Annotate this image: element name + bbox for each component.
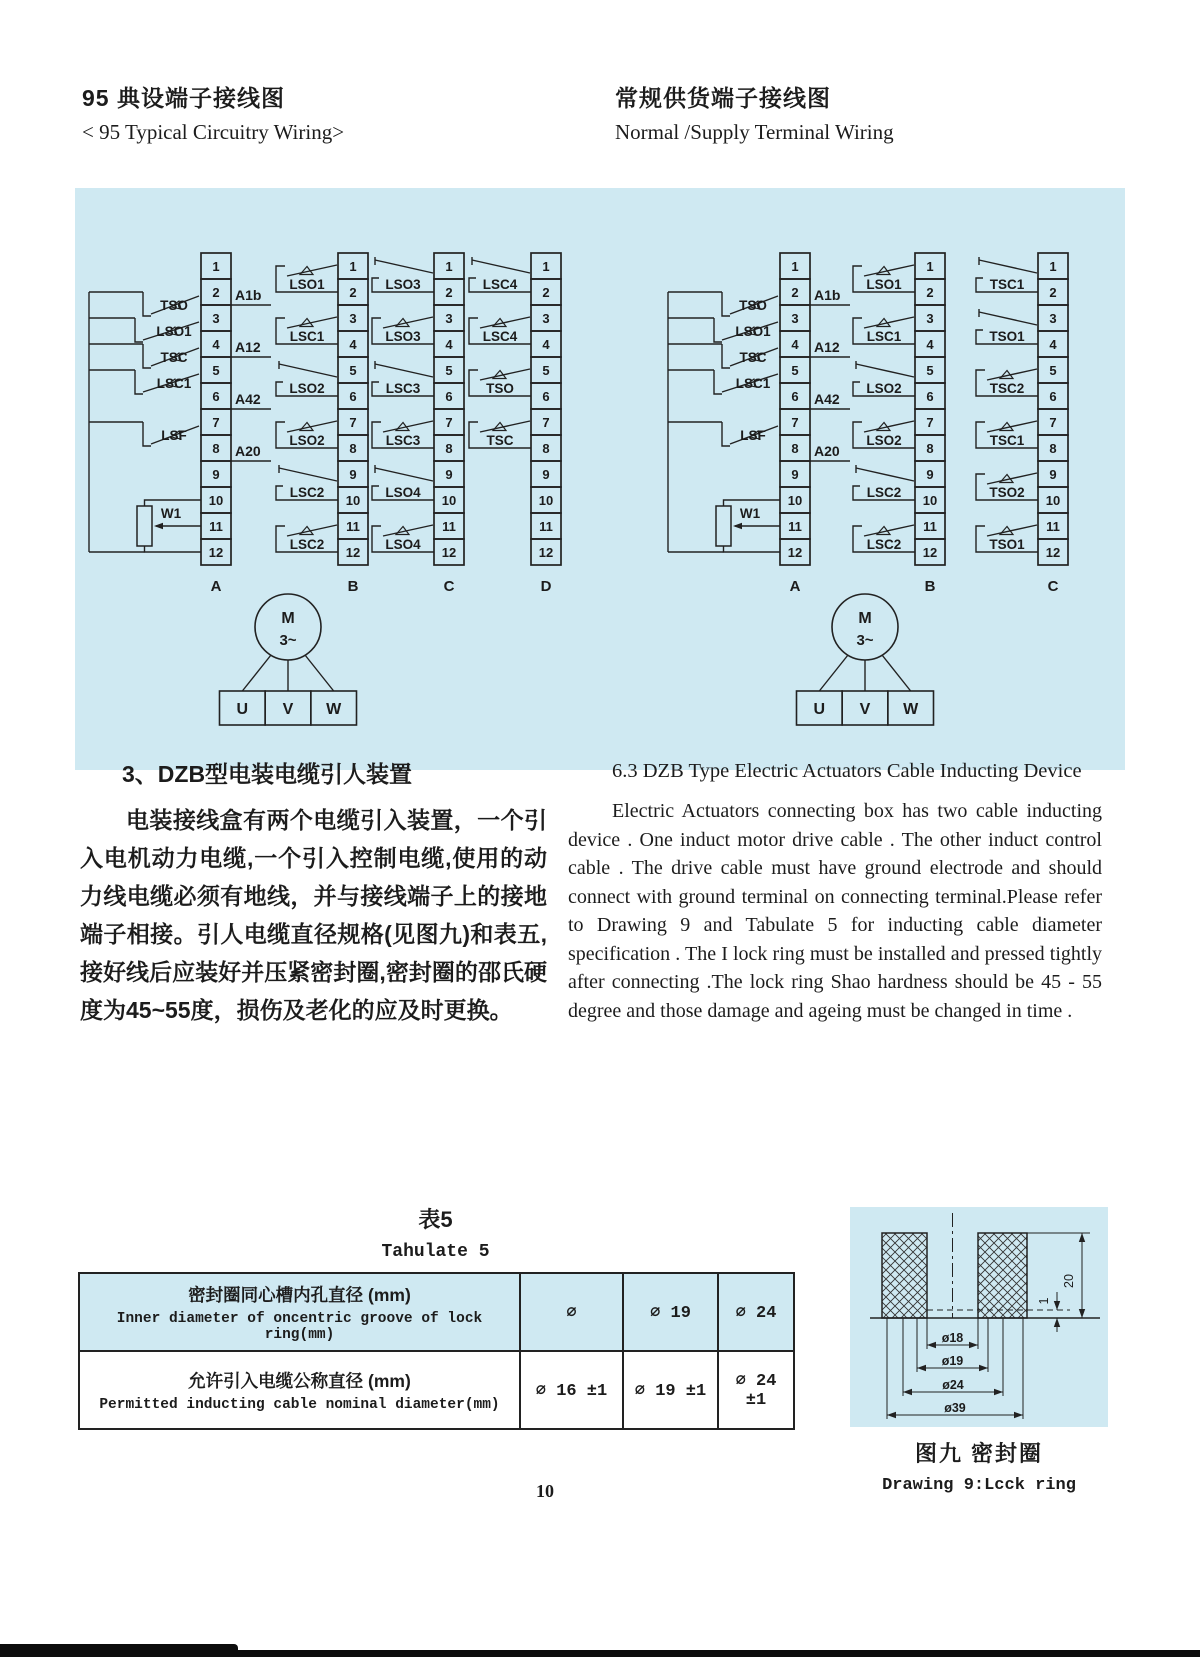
svg-text:7: 7 [212, 415, 220, 430]
svg-text:W1: W1 [160, 506, 182, 521]
table-cell-label [79, 1351, 520, 1429]
svg-text:LSC2: LSC2 [289, 485, 325, 500]
table-cell: ∅ 24 [718, 1273, 794, 1351]
header-right-zh: 常规供货端子接线图 [615, 85, 831, 111]
svg-text:LSO2: LSO2 [289, 381, 325, 396]
svg-text:4: 4 [791, 337, 799, 352]
svg-text:11: 11 [539, 519, 553, 534]
header-left-zh: 95 典设端子接线图 [82, 85, 285, 111]
header-left-en: < 95 Typical Circuitry Wiring> [82, 120, 345, 144]
svg-text:8: 8 [349, 441, 357, 456]
svg-text:10: 10 [345, 493, 361, 508]
svg-text:LSO1: LSO1 [289, 277, 325, 292]
table-row [79, 1351, 794, 1429]
svg-text:5: 5 [542, 363, 550, 378]
svg-text:W1: W1 [739, 506, 761, 521]
svg-text:LSC4: LSC4 [482, 329, 518, 344]
svg-text:LSC2: LSC2 [289, 537, 325, 552]
svg-text:20: 20 [1062, 1274, 1076, 1288]
svg-text:TSO: TSO [739, 298, 767, 313]
scan-artifact [0, 1650, 1200, 1657]
svg-text:TSO1: TSO1 [989, 329, 1025, 344]
svg-text:LSO2: LSO2 [866, 433, 902, 448]
table-cell: ∅ 16 ±1 [520, 1351, 623, 1429]
svg-text:2: 2 [791, 285, 799, 300]
svg-text:TSO: TSO [160, 298, 188, 313]
section-en [568, 760, 1102, 1025]
svg-text:2: 2 [1049, 285, 1057, 300]
table-cell: ∅ 19 [623, 1273, 718, 1351]
svg-text:3~: 3~ [856, 632, 874, 649]
svg-text:TSC1: TSC1 [989, 433, 1025, 448]
table-cell-label [79, 1273, 520, 1351]
svg-text:5: 5 [349, 363, 357, 378]
svg-text:4: 4 [349, 337, 357, 352]
svg-text:11: 11 [346, 519, 360, 534]
wiring-diagram-normal-supply [668, 253, 1068, 725]
svg-text:11: 11 [1046, 519, 1060, 534]
svg-text:LSC1: LSC1 [289, 329, 325, 344]
table-cell: ∅ 24 ±1 [718, 1351, 794, 1429]
svg-text:2: 2 [542, 285, 550, 300]
drawing9-caption [836, 1437, 1122, 1495]
svg-text:C: C [1047, 578, 1059, 595]
svg-text:3: 3 [926, 311, 934, 326]
svg-text:B: B [347, 578, 359, 595]
svg-text:7: 7 [349, 415, 357, 430]
svg-text:LSC1: LSC1 [156, 376, 192, 391]
svg-text:LSF: LSF [161, 428, 187, 443]
svg-text:TSC: TSC [739, 350, 767, 365]
svg-text:ø18: ø18 [941, 1331, 964, 1345]
header-right-en: Normal /Supply Terminal Wiring [615, 120, 894, 144]
svg-text:10: 10 [922, 493, 938, 508]
svg-text:TSC2: TSC2 [989, 381, 1025, 396]
svg-text:LSC2: LSC2 [866, 485, 902, 500]
svg-text:3: 3 [791, 311, 799, 326]
svg-text:12: 12 [208, 545, 224, 560]
svg-text:LSC1: LSC1 [866, 329, 902, 344]
table-cell: ∅ 19 ±1 [623, 1351, 718, 1429]
svg-text:A42: A42 [814, 391, 840, 407]
svg-text:4: 4 [926, 337, 934, 352]
svg-text:2: 2 [445, 285, 453, 300]
svg-text:1: 1 [1049, 259, 1057, 274]
svg-text:1: 1 [445, 259, 453, 274]
svg-text:9: 9 [1049, 467, 1057, 482]
svg-text:A42: A42 [235, 391, 261, 407]
row1-label-zh: 密封圈同心槽内孔直径 (mm) [188, 1284, 411, 1305]
svg-text:9: 9 [212, 467, 220, 482]
section-en-heading: 6.3 DZB Type Electric Actuators Cable Inducting Device [612, 760, 1082, 782]
svg-text:4: 4 [542, 337, 550, 352]
svg-text:6: 6 [926, 389, 934, 404]
table5-title-zh: 表5 [418, 1207, 453, 1232]
svg-text:ø19: ø19 [941, 1354, 964, 1368]
svg-text:W: W [903, 701, 919, 718]
svg-text:TSO1: TSO1 [989, 537, 1025, 552]
svg-text:12: 12 [538, 545, 554, 560]
drawing9-caption-zh: 图九 密封圈 [914, 1441, 1044, 1466]
svg-text:3: 3 [542, 311, 550, 326]
svg-text:LSO2: LSO2 [289, 433, 325, 448]
table5 [78, 1272, 795, 1430]
svg-text:6: 6 [212, 389, 220, 404]
header-left [82, 80, 344, 145]
svg-text:1: 1 [1037, 1297, 1051, 1305]
svg-text:LSO1: LSO1 [866, 277, 902, 292]
svg-text:A: A [789, 578, 801, 595]
page-number: 10 [536, 1481, 554, 1501]
svg-text:A20: A20 [235, 443, 261, 459]
svg-text:A1b: A1b [814, 287, 841, 303]
svg-text:LSF: LSF [740, 428, 766, 443]
svg-text:9: 9 [791, 467, 799, 482]
svg-text:4: 4 [212, 337, 220, 352]
svg-text:10: 10 [1045, 493, 1061, 508]
svg-text:LSO2: LSO2 [866, 381, 902, 396]
svg-text:3: 3 [1049, 311, 1057, 326]
svg-text:8: 8 [791, 441, 799, 456]
svg-text:LSC3: LSC3 [385, 433, 421, 448]
svg-text:LSO1: LSO1 [156, 324, 192, 339]
svg-text:5: 5 [212, 363, 220, 378]
svg-text:5: 5 [445, 363, 453, 378]
svg-text:M: M [281, 610, 295, 627]
svg-text:8: 8 [926, 441, 934, 456]
table-cell: ∅ [520, 1273, 623, 1351]
svg-text:1: 1 [212, 259, 220, 274]
svg-text:4: 4 [1049, 337, 1057, 352]
section-zh-body: 电装接线盒有两个电缆引入装置，一个引入电机动力电缆,一个引入控制电缆,使用的动力线电缆必须有地线，并与接线端子上的接地端子相接。引人电缆直径规格(见图九)和表五,接好线后应装好并压紧密封圈,密封圈的邵氏硬度为45~55度，损伤及老化的应及时更换。 [80, 807, 547, 1023]
section-zh-heading: 3、DZB型电装电缆引人装置 [122, 761, 413, 787]
wiring-diagrams [75, 188, 1125, 770]
svg-text:1: 1 [349, 259, 357, 274]
svg-text:LSC4: LSC4 [482, 277, 518, 292]
svg-text:LSC1: LSC1 [735, 376, 771, 391]
svg-text:6: 6 [349, 389, 357, 404]
svg-text:V: V [859, 701, 871, 718]
svg-text:3~: 3~ [279, 632, 297, 649]
svg-text:12: 12 [441, 545, 457, 560]
drawing9-caption-en: Drawing 9:Lcck ring [882, 1476, 1076, 1495]
svg-text:12: 12 [345, 545, 361, 560]
svg-text:2: 2 [926, 285, 934, 300]
svg-text:7: 7 [445, 415, 453, 430]
svg-text:7: 7 [1049, 415, 1057, 430]
svg-text:4: 4 [445, 337, 453, 352]
svg-text:9: 9 [926, 467, 934, 482]
svg-text:1: 1 [926, 259, 934, 274]
svg-text:8: 8 [212, 441, 220, 456]
svg-text:3: 3 [212, 311, 220, 326]
svg-text:ø39: ø39 [944, 1401, 966, 1415]
drawing9-panel [850, 1207, 1108, 1427]
svg-text:11: 11 [923, 519, 937, 534]
svg-text:W: W [326, 701, 342, 718]
svg-text:A1b: A1b [235, 287, 262, 303]
svg-text:LSO1: LSO1 [735, 324, 771, 339]
svg-text:8: 8 [542, 441, 550, 456]
svg-text:6: 6 [1049, 389, 1057, 404]
svg-text:V: V [282, 701, 294, 718]
svg-text:C: C [443, 578, 455, 595]
table5-title-en: Tahulate 5 [381, 1242, 490, 1262]
lock-ring-drawing [850, 1207, 1108, 1427]
svg-text:6: 6 [542, 389, 550, 404]
svg-text:12: 12 [922, 545, 938, 560]
svg-text:8: 8 [1049, 441, 1057, 456]
svg-text:7: 7 [542, 415, 550, 430]
svg-text:2: 2 [212, 285, 220, 300]
wiring-diagram-typical-95 [89, 253, 561, 725]
svg-text:LSC3: LSC3 [385, 381, 421, 396]
svg-text:U: U [813, 701, 826, 718]
svg-text:5: 5 [1049, 363, 1057, 378]
svg-text:7: 7 [791, 415, 799, 430]
svg-text:6: 6 [791, 389, 799, 404]
svg-text:TSO: TSO [486, 381, 514, 396]
svg-text:TSC: TSC [160, 350, 188, 365]
svg-text:12: 12 [1045, 545, 1061, 560]
svg-text:M: M [858, 610, 872, 627]
svg-text:1: 1 [542, 259, 550, 274]
section-en-body: Electric Actuators connecting box has two cable inducting device . One induct motor drive cable . The other induct control cable . The drive cable must have ground electrode and should connect with ground terminal on connecting terminal.Please refer to Drawing 9 and Tabulate 5 for inducting cable diameter specification . The I lock ring must be installed and pressed tightly after connecting .The lock ring Shao hardness should be 45 - 55 degree and those damage and ageing must be changed in time . [568, 800, 1102, 1022]
svg-text:A12: A12 [814, 339, 840, 355]
svg-text:8: 8 [445, 441, 453, 456]
svg-text:7: 7 [926, 415, 934, 430]
table5-titles [78, 1203, 793, 1262]
svg-text:A12: A12 [235, 339, 261, 355]
row2-label-zh: 允许引入电缆公称直径 (mm) [188, 1370, 411, 1391]
svg-text:U: U [236, 701, 249, 718]
svg-text:11: 11 [209, 519, 223, 534]
wiring-panel [75, 188, 1125, 770]
svg-text:LSO4: LSO4 [385, 537, 421, 552]
section-zh [80, 756, 547, 1029]
svg-text:LSO3: LSO3 [385, 329, 421, 344]
svg-text:5: 5 [926, 363, 934, 378]
row2-label-en: Permitted inducting cable nominal diameter(mm) [99, 1396, 500, 1413]
svg-text:10: 10 [538, 493, 554, 508]
svg-text:TSC1: TSC1 [989, 277, 1025, 292]
svg-text:10: 10 [441, 493, 457, 508]
svg-text:9: 9 [349, 467, 357, 482]
svg-text:12: 12 [787, 545, 803, 560]
svg-text:11: 11 [788, 519, 802, 534]
svg-text:TSC: TSC [486, 433, 514, 448]
svg-text:TSO2: TSO2 [989, 485, 1025, 500]
svg-text:2: 2 [349, 285, 357, 300]
svg-text:A: A [210, 578, 222, 595]
svg-text:10: 10 [208, 493, 224, 508]
svg-text:3: 3 [445, 311, 453, 326]
svg-text:11: 11 [442, 519, 456, 534]
row1-label-en: Inner diameter of oncentric groove of lock ring(mm) [116, 1310, 483, 1343]
svg-text:LSC2: LSC2 [866, 537, 902, 552]
svg-text:A20: A20 [814, 443, 840, 459]
svg-text:3: 3 [349, 311, 357, 326]
svg-text:LSO3: LSO3 [385, 277, 421, 292]
svg-text:10: 10 [787, 493, 803, 508]
header-right [615, 80, 894, 145]
svg-text:D: D [540, 578, 552, 595]
svg-text:9: 9 [445, 467, 453, 482]
svg-text:ø24: ø24 [942, 1378, 964, 1392]
svg-text:9: 9 [542, 467, 550, 482]
svg-text:1: 1 [791, 259, 799, 274]
svg-text:LSO4: LSO4 [385, 485, 421, 500]
svg-text:6: 6 [445, 389, 453, 404]
svg-text:B: B [924, 578, 936, 595]
svg-text:5: 5 [791, 363, 799, 378]
table-row [79, 1273, 794, 1351]
